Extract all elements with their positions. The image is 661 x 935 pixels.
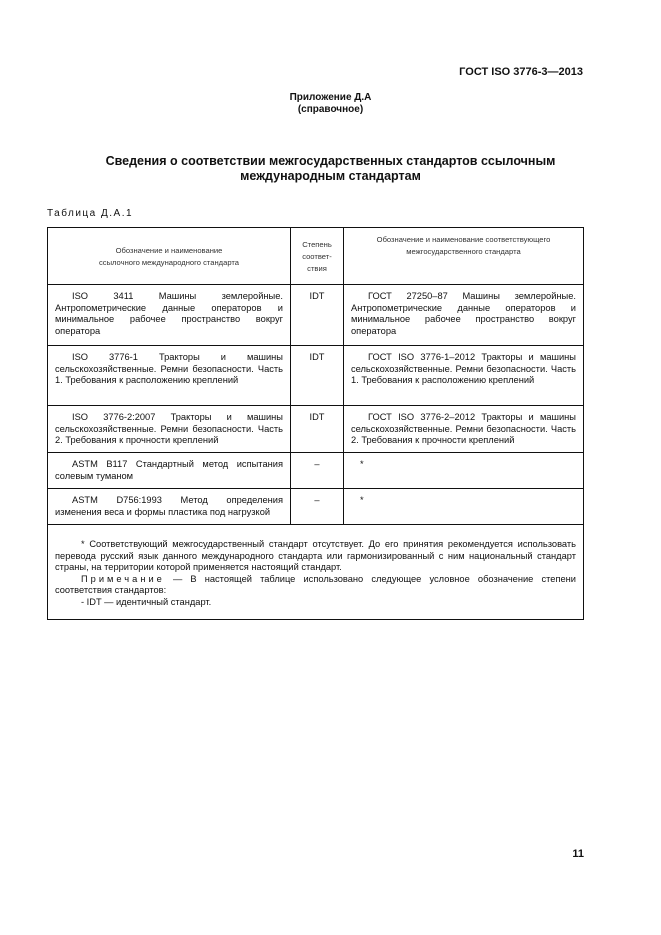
- table-row: [48, 453, 584, 489]
- annex-subtitle: (справочное): [297, 104, 364, 115]
- page-title-line1: Сведения о соответствии межгосударственных стандартов ссылочным: [105, 154, 556, 168]
- cell-degree: –: [291, 453, 344, 489]
- cell-interstate: ГОСТ ISO 3776-1–2012 Тракторы и машины сельскохозяйственные. Ремни безопасности. Часть 1. Требования к расположению креплений: [344, 346, 584, 406]
- table-footnote-row: [48, 525, 584, 620]
- cell-international: ISO 3776-1 Тракторы и машины сельскохозяйственные. Ремни безопасности. Часть 1. Требования к расположению креплений: [48, 346, 291, 406]
- page-number: 11: [572, 848, 584, 860]
- page-title-line2: международным стандартам: [240, 169, 421, 183]
- annex-heading: [0, 92, 661, 116]
- note-item: - IDT — идентичный стандарт.: [81, 596, 212, 607]
- cell-degree: IDT: [291, 346, 344, 406]
- table-footnote: [48, 525, 584, 620]
- table-row: [48, 489, 584, 525]
- cell-interstate: ГОСТ ISO 3776-2–2012 Тракторы и машины сельскохозяйственные. Ремни безопасности. Часть 2. Требования к прочности креплений: [344, 406, 584, 453]
- header-international: Обозначение и наименование ссылочного международного стандарта: [48, 228, 291, 285]
- annex-title: Приложение Д.А: [289, 92, 372, 103]
- note-paragraph: [55, 574, 576, 597]
- cell-degree: IDT: [291, 285, 344, 346]
- header-degree: Степень соответ- ствия: [291, 228, 344, 285]
- note-label: Примечание: [81, 573, 165, 584]
- correspondence-table: [47, 227, 584, 620]
- standard-code: ГОСТ ISO 3776-3—2013: [459, 66, 583, 78]
- table-row: [48, 285, 584, 346]
- cell-interstate: *: [344, 453, 584, 489]
- cell-interstate: *: [344, 489, 584, 525]
- table-header-row: [48, 228, 584, 285]
- table-row: [48, 346, 584, 406]
- table-row: [48, 406, 584, 453]
- footnote-text: * Соответствующий межгосударственный стандарт отсутствует. До его принятия рекомендуется использовать перевода русский язык данного международного стандарта или гармонизированный с ним национальный стандарт страны, на территории которой применяется настоящий стандарт.: [55, 539, 576, 573]
- cell-interstate: ГОСТ 27250–87 Машины землеройные. Антропометрические данные операторов и минимальное рабочее пространство вокруг оператора: [344, 285, 584, 346]
- cell-degree: IDT: [291, 406, 344, 453]
- page-title: [0, 154, 661, 184]
- header-interstate: Обозначение и наименование соответствующего межгосударственного стандарта: [344, 228, 584, 285]
- note-text: — В настоящей таблице использовано следующее условное обозначение степени соответствия стандартов:: [55, 573, 576, 596]
- cell-international: ASTM D756:1993 Метод определения изменения веса и формы пластика под нагрузкой: [48, 489, 291, 525]
- cell-international: ASTM B117 Стандартный метод испытания солевым туманом: [48, 453, 291, 489]
- cell-degree: –: [291, 489, 344, 525]
- cell-international: ISO 3776-2:2007 Тракторы и машины сельскохозяйственные. Ремни безопасности. Часть 2. Требования к прочности креплений: [48, 406, 291, 453]
- cell-international: ISO 3411 Машины землеройные. Антропометрические данные операторов и минимальное рабочее пространство вокруг оператора: [48, 285, 291, 346]
- table-label: Таблица Д.А.1: [47, 208, 134, 219]
